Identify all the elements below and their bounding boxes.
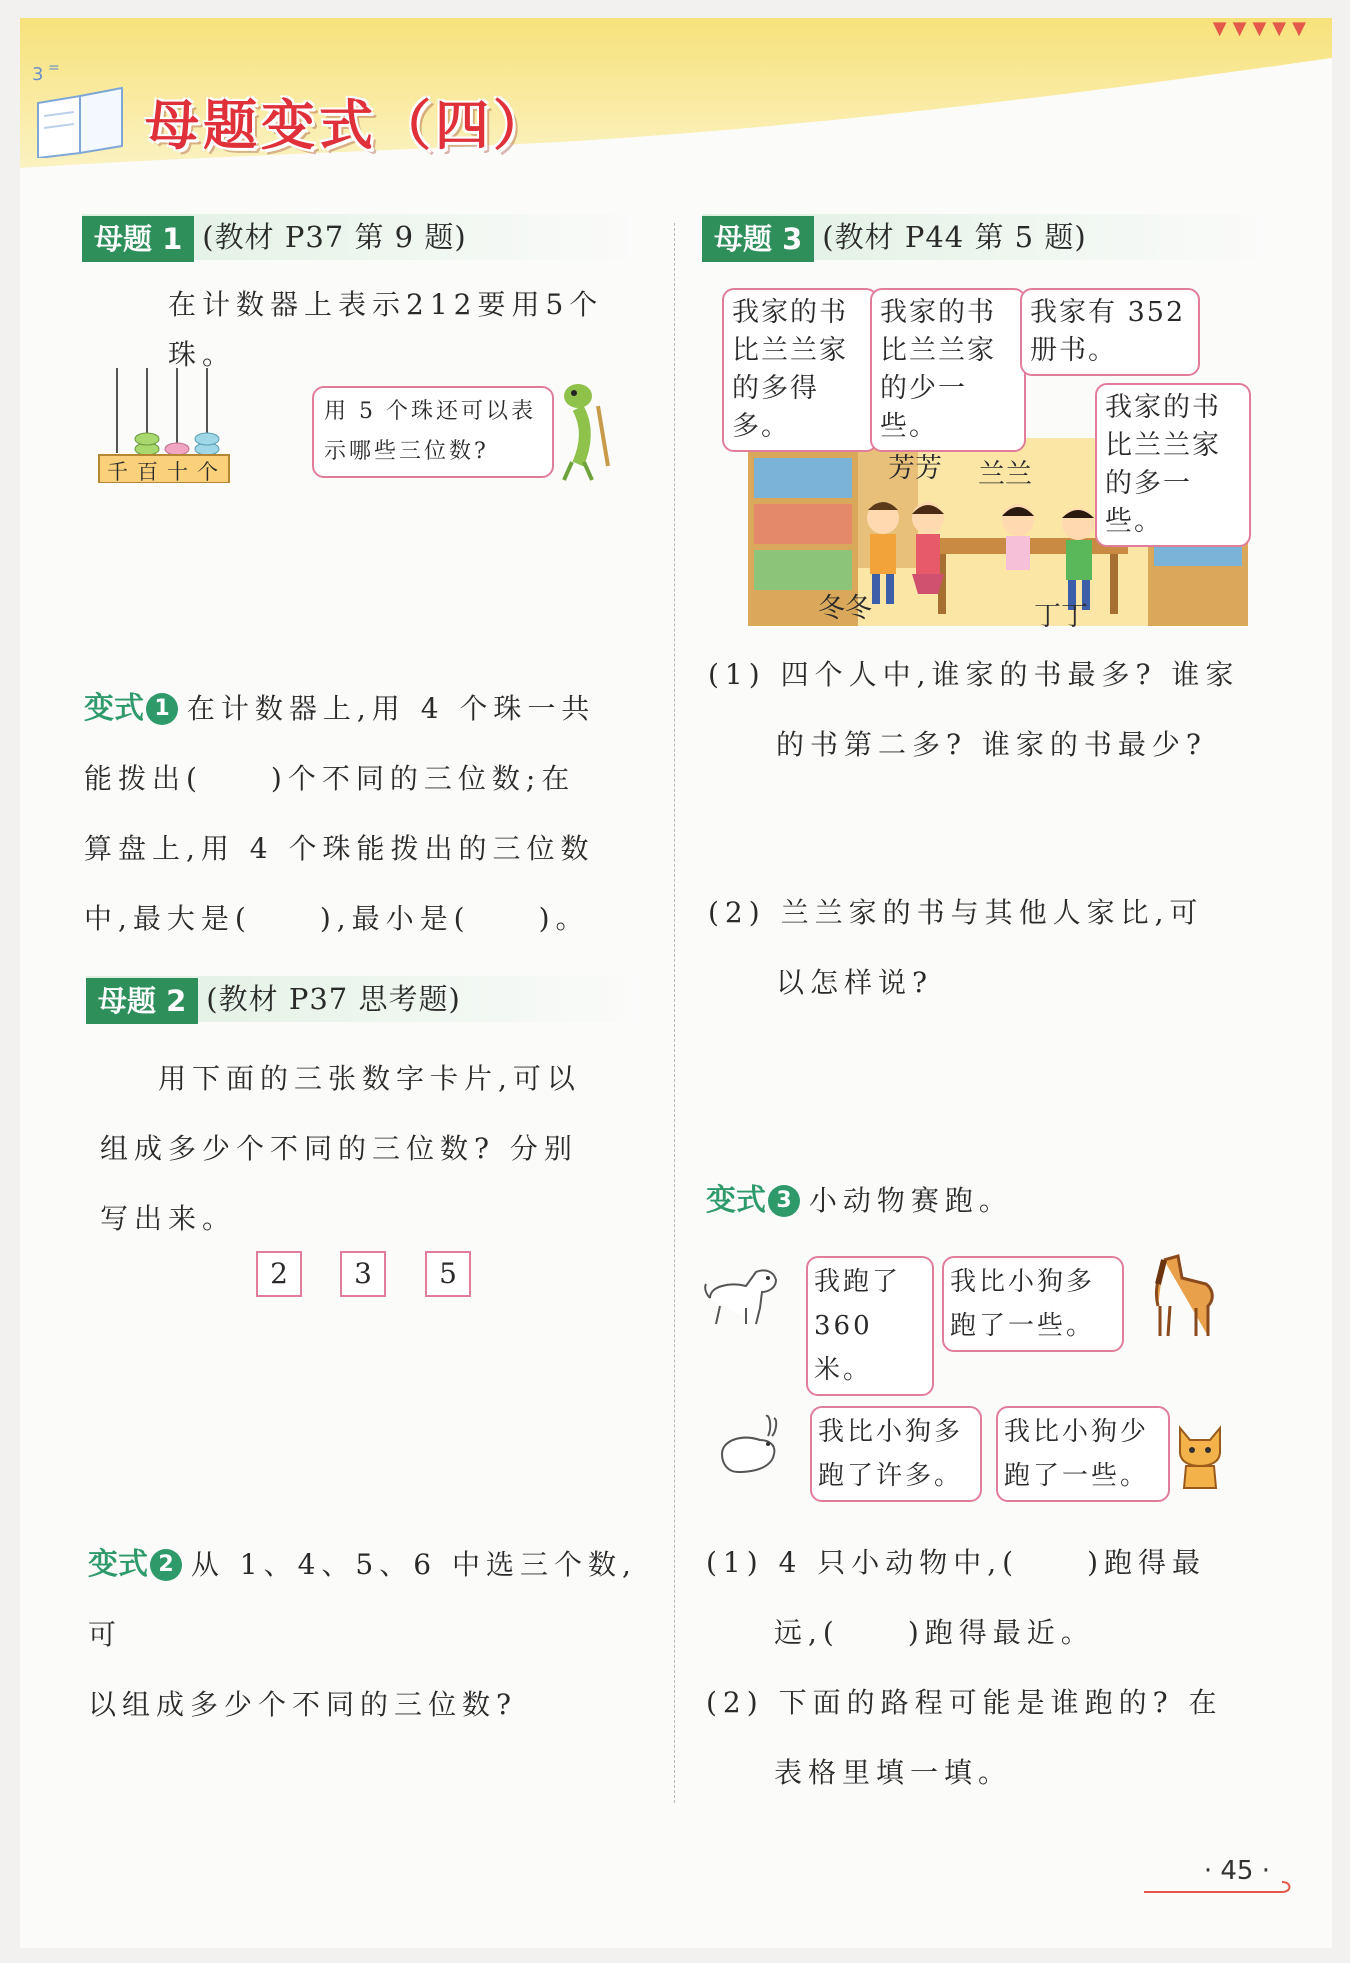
variant-1-label: 变式 xyxy=(84,691,144,726)
variant-1-number: 1 xyxy=(146,693,178,725)
question-line: 表格里填一填。 xyxy=(774,1756,1013,1789)
problem-2-source: (教材 P37 思考题) xyxy=(206,982,461,1016)
problem-1-header xyxy=(82,214,642,260)
number-card: 2 xyxy=(256,1251,302,1297)
cat-icon xyxy=(1170,1418,1230,1490)
variant-3-question-2 xyxy=(706,1668,1316,1808)
speech-bubble-horse xyxy=(942,1256,1124,1352)
bubble-line: 我比小狗多 xyxy=(818,1417,964,1447)
variant-2 xyxy=(88,1530,658,1740)
speech-bubble-rabbit xyxy=(810,1406,982,1502)
bubble-line: 比兰兰家 xyxy=(732,335,848,366)
problem-3-header xyxy=(702,214,1272,260)
problem-2-line: 组成多少个不同的三位数? 分别 xyxy=(100,1132,578,1165)
bubble-line: 跑了许多。 xyxy=(818,1461,964,1491)
name-dongdong: 冬冬 xyxy=(818,593,872,624)
variant-3-header xyxy=(706,1166,1306,1236)
bubble-line: 示哪些三位数? xyxy=(324,439,489,464)
speech-bubble-third xyxy=(1020,288,1200,376)
problem-3-question-2 xyxy=(708,878,1308,1018)
variant-2-line: 从 1、4、5、6 中选三个数,可 xyxy=(88,1548,637,1651)
bubble-line: 册书。 xyxy=(1030,335,1117,366)
question-line: (1) 四个人中,谁家的书最多? 谁家 xyxy=(708,658,1240,691)
speech-bubble-dingding xyxy=(1095,383,1251,547)
bubble-line: 的少一些。 xyxy=(880,373,967,442)
bubble-line: 360 米。 xyxy=(814,1311,873,1385)
question-line: (2) 兰兰家的书与其他人家比,可 xyxy=(708,896,1204,929)
bubble-line: 我跑了 xyxy=(814,1267,902,1297)
name-lanlan: 兰兰 xyxy=(978,459,1032,490)
number-card: 5 xyxy=(425,1251,471,1297)
textbook-page xyxy=(20,18,1332,1948)
rabbit-icon xyxy=(708,1410,788,1478)
bubble-line: 跑了一些。 xyxy=(950,1311,1096,1341)
variant-2-number: 2 xyxy=(150,1549,182,1581)
problem-1-tag: 母题 1 xyxy=(82,216,194,262)
bubble-line: 用 5 个珠还可以表 xyxy=(324,399,536,424)
problem-1-source: (教材 P37 第 9 题) xyxy=(202,220,467,254)
dog-icon xyxy=(700,1258,782,1330)
svg-text:=: = xyxy=(48,60,60,76)
speech-bubble-cat xyxy=(996,1406,1170,1502)
variant-1-line: 算盘上,用 4 个珠能拨出的三位数 xyxy=(84,832,595,865)
problem-3-question-1 xyxy=(708,640,1308,780)
page-number-underline xyxy=(1144,1880,1294,1896)
variant-3-label: 变式 xyxy=(706,1183,766,1218)
problem-2-header xyxy=(86,976,646,1022)
bubble-line: 比兰兰家 xyxy=(880,335,996,366)
column-divider xyxy=(674,223,675,1803)
problem-2-line: 用下面的三张数字卡片,可以 xyxy=(158,1062,581,1095)
problem-3-tag: 母题 3 xyxy=(702,216,814,262)
banner-title: 母题变式（四） xyxy=(145,94,551,157)
question-line: 远,( )跑得最近。 xyxy=(774,1616,1095,1649)
variant-3-number: 3 xyxy=(768,1185,800,1217)
grasshopper-character-icon xyxy=(548,376,618,486)
question-line: 的书第二多? 谁家的书最少? xyxy=(776,728,1207,761)
variant-2-label: 变式 xyxy=(88,1547,148,1582)
bubble-line: 比兰兰家 xyxy=(1105,430,1221,461)
variant-1-line: 中,最大是( ),最小是( )。 xyxy=(84,902,590,935)
variant-1 xyxy=(84,674,654,954)
question-line: 以怎样说? xyxy=(776,966,934,999)
problem-2-tag: 母题 2 xyxy=(86,978,198,1024)
problem-2-line: 写出来。 xyxy=(100,1202,237,1235)
problem-1-text: 在计数器上表示212要用5个珠。 xyxy=(168,288,604,371)
bubble-line: 的多得多。 xyxy=(732,373,819,442)
problem-1-speech-bubble xyxy=(312,386,554,478)
problem-3-source: (教材 P44 第 5 题) xyxy=(822,220,1087,254)
bubble-line: 我家的书 xyxy=(880,297,996,328)
variant-3-question-1 xyxy=(706,1528,1316,1668)
page-number: · 45 · xyxy=(1203,1856,1270,1886)
name-fangfang: 芳芳 xyxy=(888,453,942,484)
open-book-icon xyxy=(30,58,130,158)
abacus-label-thousand: 千 xyxy=(107,460,137,484)
speech-bubble-lanlan xyxy=(870,288,1026,452)
bubble-line: 的多一些。 xyxy=(1105,468,1192,537)
horse-icon xyxy=(1144,1250,1220,1340)
name-dingding: 丁丁 xyxy=(1034,601,1088,632)
abacus-labels xyxy=(103,456,231,486)
question-line: (1) 4 只小动物中,( )跑得最 xyxy=(706,1546,1207,1579)
bubble-line: 我家的书 xyxy=(1105,392,1221,423)
question-line: (2) 下面的路程可能是谁跑的? 在 xyxy=(706,1686,1223,1719)
number-card: 3 xyxy=(340,1251,386,1297)
bubble-line: 我家的书 xyxy=(732,297,848,328)
speech-bubble-fangfang xyxy=(722,288,878,452)
variant-2-line: 以组成多少个不同的三位数? xyxy=(88,1688,518,1721)
variant-3-title: 小动物赛跑。 xyxy=(808,1184,1013,1217)
abacus-label-ten: 十 xyxy=(167,460,197,484)
bubble-line: 我比小狗多 xyxy=(950,1267,1096,1297)
bubble-line: 跑了一些。 xyxy=(1004,1461,1150,1491)
abacus-label-one: 个 xyxy=(197,460,227,484)
bubble-line: 我家有 352 xyxy=(1030,297,1186,328)
variant-1-line: 在计数器上,用 4 个珠一共 xyxy=(186,692,596,725)
abacus-label-hundred: 百 xyxy=(137,460,167,484)
bubble-line: 我比小狗少 xyxy=(1004,1417,1150,1447)
problem-2-text xyxy=(100,1044,660,1254)
decorative-dots: ▼▼▼▼▼ xyxy=(1212,18,1312,39)
speech-bubble-dog xyxy=(806,1256,934,1396)
svg-text:3: 3 xyxy=(32,64,44,85)
variant-1-line: 能拨出( )个不同的三位数;在 xyxy=(84,762,576,795)
